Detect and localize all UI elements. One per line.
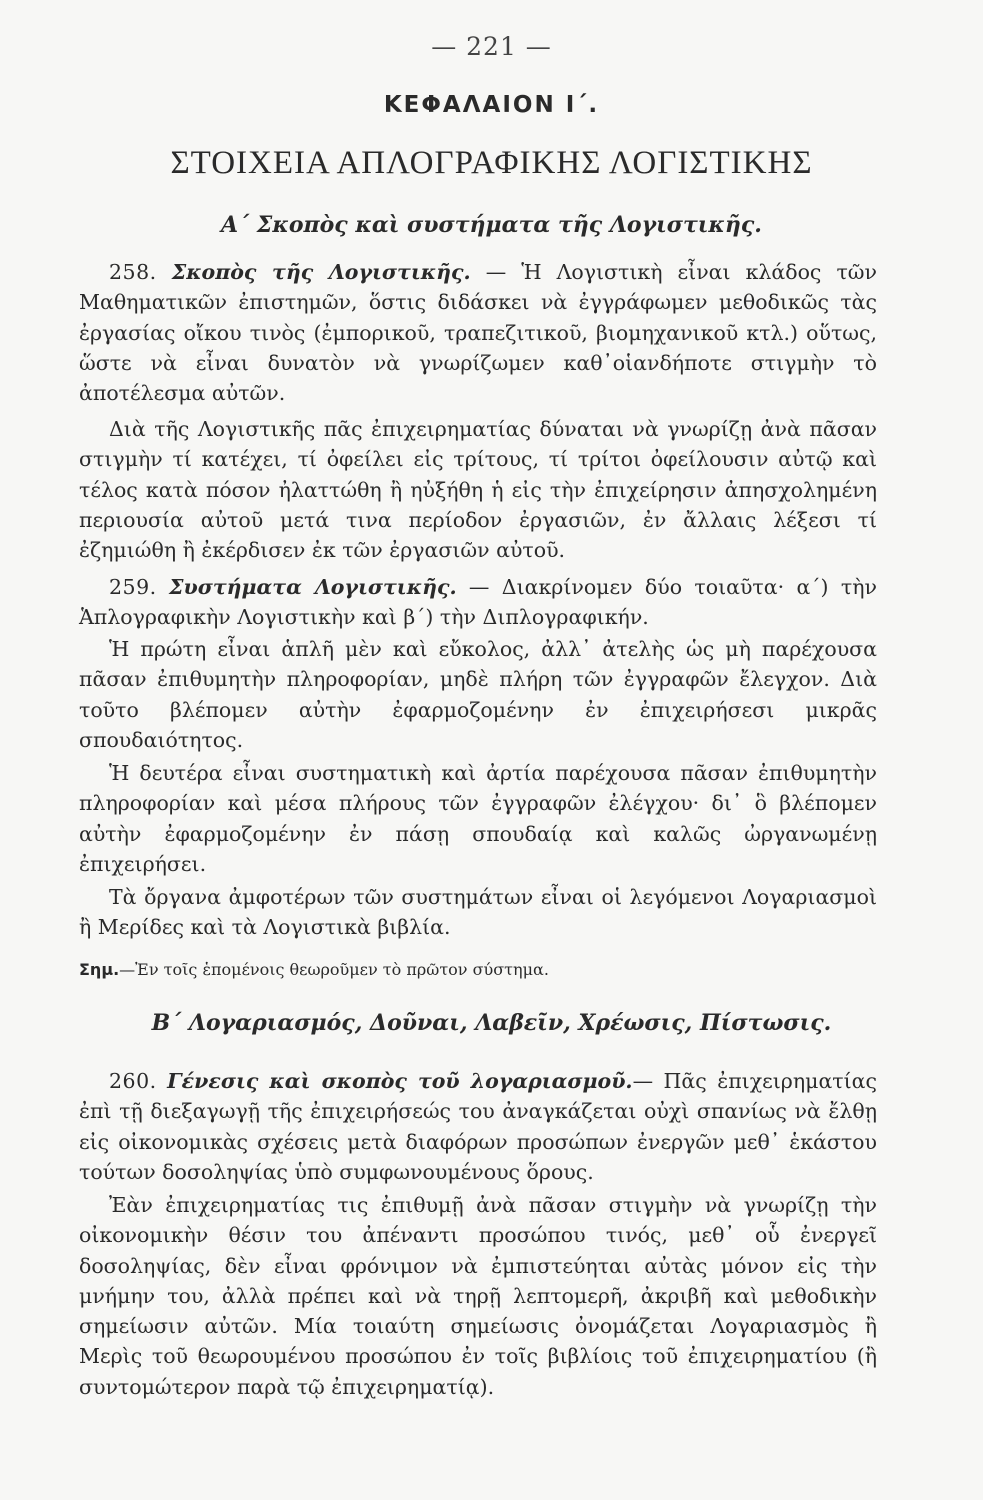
paragraph-259-second-system: Ἡ δευτέρα εἶναι συστηματικὴ καὶ ἀρτία παρέχουσα πᾶσαν ἐπιθυμητὴν πληροφορίαν καὶ μέσα πλήρους τῶν ἐγγραφῶν ἐλέγχου· δι᾽ ὃ βλέπομεν αὐτὴν ἐφαρμοζομένην ἐν πάσῃ σπουδαίᾳ καὶ καλῶς ὠργανωμένῃ ἐπιχειρήσει. (79, 761, 877, 876)
paragraph-259-first-system: Ἡ πρώτη εἶναι ἁπλῆ μὲν καὶ εὔκολος, ἀλλ᾽ ἀτελὴς ὡς μὴ παρέχουσα πᾶσαν ἐπιθυμητὴν πληροφορίαν, μηδὲ πλήρη τῶν ἐγγραφῶν ἔλεγχον. Διὰ τοῦτο βλέπομεν αὐτὴν ἐφαρμοζομένην ἐν ἐπιχειρήσεσι μικρᾶς σπουδαιότητος. (79, 637, 877, 752)
paragraph-258 (79, 257, 877, 408)
note-text: —Ἐν τοῖς ἑπομένοις θεωροῦμεν τὸ πρῶτον σύστημα. (119, 960, 549, 979)
paragraph-259-instruments: Τὰ ὄργανα ἀμφοτέρων τῶν συστημάτων εἶναι οἱ λεγόμενοι Λογαριασμοὶ ἢ Μερίδες καὶ τὰ Λογιστικὰ βιβλία. (79, 885, 877, 940)
page-number: — 221 — (431, 32, 552, 61)
paragraph-text: — Πᾶς ἐπιχειρηματίας ἐπὶ τῇ διεξαγωγῇ τῆς ἐπιχειρήσεώς του ἀναγκάζεται οὐχὶ σπανίως νὰ ἔλθῃ εἰς οἰκονομικὰς σχέσεις μετὰ διαφόρων προσώπων ἐνεργῶν μεθ᾽ ἑκάστου τούτων δοσοληψίας ὑπὸ συμφωνουμένους ὅρους. (79, 1069, 877, 1184)
paragraph-text: — Διακρίνομεν δύο τοιαῦτα· α΄) τὴν Ἁπλογραφικὴν Λογιστικὴν καὶ β΄) τὴν Διπλογραφικήν. (79, 575, 877, 630)
chapter-heading: ΚΕΦΑΛΑΙΟΝ Ι΄. (383, 92, 600, 118)
footnote (79, 958, 877, 982)
note-abbreviation: Σημ. (79, 960, 120, 979)
paragraph-258-continued: Διὰ τῆς Λογιστικῆς πᾶς ἐπιχειρηματίας δύναται νὰ γνωρίζῃ ἀνὰ πᾶσαν στιγμὴν τί κατέχει, τί ὀφείλει εἰς τρίτους, τί τρίτοι ὀφείλουσιν αὐτῷ καὶ τέλος κατὰ πόσον ἠλαττώθη ἢ ηὐξήθη ἡ εἰς τὴν ἐπιχείρησιν ἀπησχολημένη περιουσία αὐτοῦ μετά τινα περίοδον ἐργασιῶν, ἐν ἄλλαις λέξεσι τί ἐζημιώθη ἢ ἐκέρδισεν ἐκ τῶν ἐργασιῶν αὐτοῦ. (79, 417, 877, 563)
paragraph-260 (79, 1066, 877, 1187)
paragraph-number: 260. (109, 1069, 157, 1093)
section-a-heading: Α΄ Σκοπὸς καὶ συστήματα τῆς Λογιστικῆς. (221, 212, 762, 238)
paragraph-number: 258. (109, 260, 157, 284)
paragraph-heading: Συστήματα Λογιστικῆς. (169, 575, 457, 599)
chapter-title: ΣΤΟΙΧΕΙΑ ΑΠΛΟΓΡΑΦΙΚΗΣ ΛΟΓΙΣΤΙΚΗΣ (170, 145, 813, 181)
paragraph-260-continued: Ἐὰν ἐπιχειρηματίας τις ἐπιθυμῇ ἀνὰ πᾶσαν στιγμὴν νὰ γνωρίζῃ τὴν οἰκονομικὴν θέσιν του ἀπέναντι προσώπου τινός, μεθ᾽ οὗ ἐνεργεῖ δοσοληψίας, δὲν εἶναι φρόνιμον νὰ ἐμπιστεύηται αὐτὰς μόνον εἰς τὴν μνήμην του, ἀλλὰ πρέπει καὶ νὰ τηρῇ λεπτομερῆ, ἀκριβῆ καὶ μεθοδικὴν σημείωσιν αὐτῶν. Μία τοιαύτη σημείωσις ὀνομάζεται Λογαριασμὸς ἢ Μερὶς τοῦ θεωρουμένου προσώπου ἐν τοῖς βιβλίοις τοῦ ἐπιχειρηματίου (ἢ συντομώτερον παρὰ τῷ ἐπιχειρηματίᾳ). (79, 1193, 877, 1399)
paragraph-number: 259. (109, 575, 157, 599)
section-b-heading: Β΄ Λογαριασμός, Δοῦναι, Λαβεῖν, Χρέωσις, Πίστωσις. (151, 1010, 832, 1036)
paragraph-heading: Σκοπὸς τῆς Λογιστικῆς. (171, 260, 471, 284)
paragraph-heading: Γένεσις καὶ σκοπὸς τοῦ λογαριασμοῦ. (167, 1069, 633, 1093)
paragraph-259 (79, 572, 877, 633)
paragraph-text: — Ἡ Λογιστικὴ εἶναι κλάδος τῶν Μαθηματικῶν ἐπιστημῶν, ὅστις διδάσκει νὰ ἐγγράφωμεν μεθοδικῶς τὰς ἐργασίας οἴκου τινὸς (ἐμπορικοῦ, τραπεζιτικοῦ, βιομηχανικοῦ κτλ.) οὕτως, ὥστε νὰ εἶναι δυνατὸν νὰ γνωρίζωμεν καθ᾽οἱανδήποτε στιγμὴν τὸ ἀποτέλεσμα αὐτῶν. (79, 260, 877, 406)
